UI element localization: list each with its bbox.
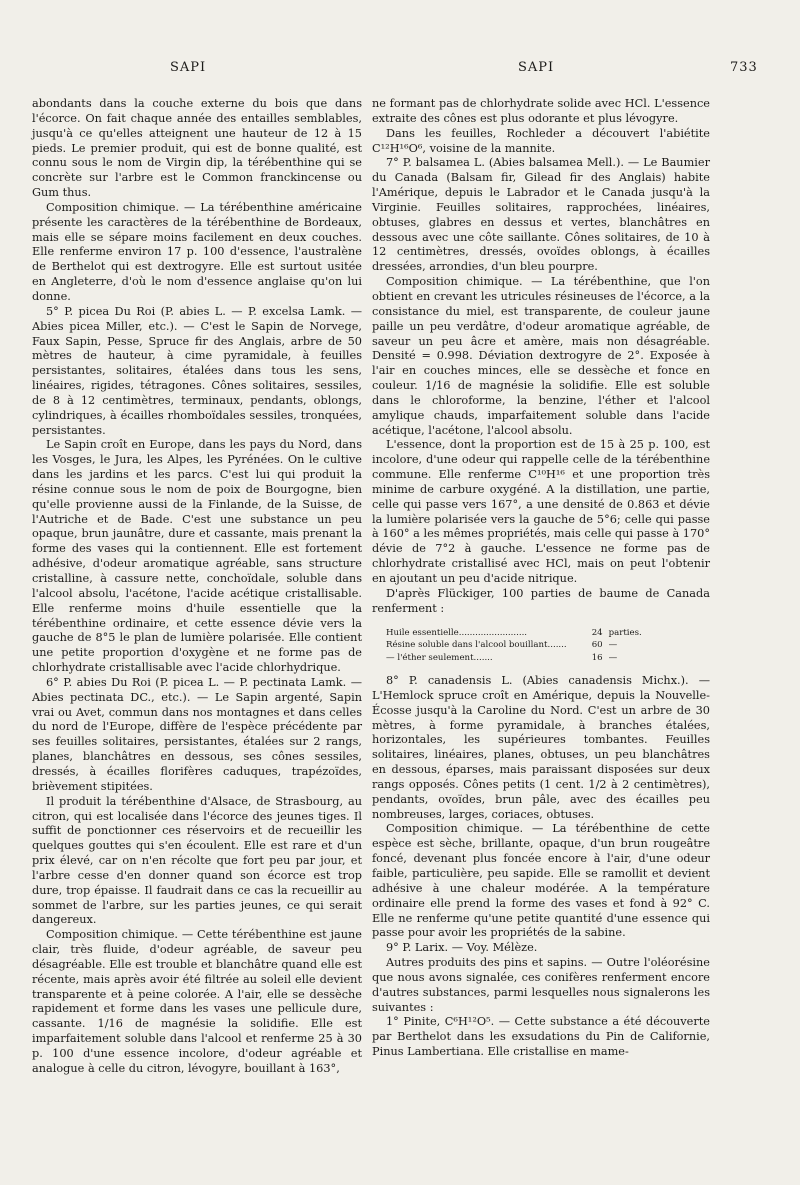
table-cell-label: — l'éther seulement....... <box>386 652 493 663</box>
paragraph: Composition chimique. — La térébenthine américaine présente les caractères de la térébenthine de Bordeaux, mais elle se sépare moins facilement en deux couches. Elle renferme environ 17 p. 100 d'essence, l'australène de Berthelot qui est dextrogyre. Elle est surtout usitée en Angleterre, d'où le nom d'essence anglaise qu'on lui donne. <box>32 200 362 303</box>
paragraph: Composition chimique. — La térébenthine, que l'on obtient en crevant les utricules résineuses de l'écorce, a la consistance du miel, est transparente, de couleur jaune paille un peu verdâtre, d'odeur aromatique agréable, de saveur un peu âcre et amère, mais non désagréable. Densité = 0.998. Déviation dextrogyre de 2°. Exposée à l'air en couches minces, elle se dessèche et fonce en couleur. 1/16 de magnésie la solidifie. Elle est soluble dans le chloroforme, la benzine, l'éther et l'alcool amylique chauds, imparfaitement soluble dans l'acide acétique, l'acétone, l'alcool absolu. <box>372 275 710 437</box>
header-left-title: SAPI <box>170 60 207 75</box>
table-row <box>386 639 642 652</box>
table-cell-unit: — <box>608 652 618 663</box>
paragraph: 9° P. Larix. — Voy. Mélèze. <box>386 941 538 955</box>
paragraph: Composition chimique. — La térébenthine de cette espèce est sèche, brillante, opaque, d'un brun rougeâtre foncé, devenant plus foncée encore à l'air, d'une odeur faible, particulière, peu sapide. Elle se ramollit et devient adhésive à une chaleur modérée. A la température ordinaire elle prend la forme des vases et fond à 92° C. Elle ne renferme qu'une petite quantité d'une essence qui passe pour avoir les propriétés de la sabine. <box>372 822 710 940</box>
paragraph: Il produit la térébenthine d'Alsace, de Strasbourg, au citron, qui est localisée dans l'écorce des jeunes tiges. Il suffit de ponctionner ces réservoirs et de recueillir les quelques gouttes qui s'en écoulent. Elle est rare et d'un prix élevé, car on n'en récolte que fort peu par jour, et l'arbre cesse d'en donner quand son écorce est trop dure, trop épaisse. Il faudrait dans ce cas la recueillir au sommet de l'arbre, sur les parties jeunes, ce qui serait dangereux. <box>32 794 362 927</box>
paragraph: Dans les feuilles, Rochleder a découvert l'abiétite C¹²H¹⁶O⁶, voisine de la mannite. <box>372 126 710 155</box>
paragraph: 8° P. canadensis L. (Abies canadensis Michx.). — L'Hemlock spruce croît en Amérique, depuis la Nouvelle-Écosse jusqu'à la Caroline du Nord. C'est un arbre de 30 mètres, à forme pyramidale, à branches étalées, horizontales, les supérieures tombantes. Feuilles solitaires, linéaires, planes, obtuses, un peu blanchâtres en dessous, éparses, mais paraissant disposées sur deux rangs opposés. Cônes petits (1 cent. 1/2 à 2 centimètres), pendants, ovoïdes, brun pâle, avec des écailles peu nombreuses, larges, coriaces, obtuses. <box>372 674 710 821</box>
table-cell-value: 24 <box>591 627 603 638</box>
page-number: 733 <box>730 60 758 75</box>
paragraph: Autres produits des pins et sapins. — Outre l'oléorésine que nous avons signalée, ces conifères renferment encore d'autres substances, parmi lesquelles nous signalerons les suivantes : <box>372 956 710 1014</box>
right-column <box>372 97 710 1060</box>
paragraph: Le Sapin croît en Europe, dans les pays du Nord, dans les Vosges, le Jura, les Alpes, les Pyrénées. On le cultive dans les jardins et les parcs. C'est lui qui produit la résine connue sous le nom de poix de Bourgogne, bien qu'elle provienne aussi de la Finlande, de la Suisse, de l'Autriche et de Bade. C'est une substance un peu opaque, brun jaunâtre, dure et cassante, mais prenant la forme des vases qui la contiennent. Elle est fortement adhésive, d'odeur aromatique agréable, sans structure cristalline, à cassure nette, conchoïdale, soluble dans l'alcool absolu, l'acétone, l'acide acétique cristallisable. Elle renferme moins d'huile essentielle que la térébenthine ordinaire, et cette essence dévie vers la gauche de 8°5 le plan de lumière polarisée. Elle contient une petite proportion d'oxygène et ne forme pas de chlorhydrate cristallisable avec l'acide chlorhydrique. <box>32 438 362 675</box>
paragraph: 5° P. picea Du Roi (P. abies L. — P. excelsa Lamk. —Abies picea Miller, etc.). — C'est le Sapin de Norvege, Faux Sapin, Pesse, Spruce fir des Anglais, arbre de 50 mètres de hauteur, à cime pyramidale, à feuilles persistantes, solitaires, étalées dans tous les sens, linéaires, rigides, tétragones. Cônes solitaires, sessiles, de 8 à 12 centimètres, terminaux, pendants, oblongs, cylindriques, à écailles rhomboïdales sessiles, tronquées, persistantes. <box>32 304 362 437</box>
table-row <box>386 652 642 665</box>
table-cell-value: 60 <box>591 640 603 651</box>
paragraph: D'après Flückiger, 100 parties de baume de Canada renferment : <box>372 586 710 615</box>
paragraph: ne formant pas de chlorhydrate solide avec HCl. L'essence extraite des cônes est plus odorante et plus lévogyre. <box>372 97 710 125</box>
table-cell-label: Huile essentielle......................... <box>386 627 528 638</box>
paragraph: L'essence, dont la proportion est de 15 à 25 p. 100, est incolore, d'une odeur qui rappelle celle de la térébenthine commune. Elle renferme C¹⁰H¹⁶ et une proportion très minime de carbure oxygéné. A la distillation, une partie, celle qui passe vers 167°, a une densité de 0.863 et dévie la lumière polarisée vers la gauche de 5°6; celle qui passe à 160° a les mêmes propriétés, mais celle qui passe à 170° dévie de 7°2 à gauche. L'essence ne forme pas de chlorhydrate cristallisé avec HCl, mais on peut l'obtenir en ajoutant un peu d'acide nitrique. <box>372 438 710 585</box>
table-cell-unit: — <box>608 640 618 651</box>
table-cell-unit: parties. <box>608 627 642 638</box>
paragraph: abondants dans la couche externe du bois que dans l'écorce. On fait chaque année des entailles semblables, jusqu'à ce qu'elles atteignent une hauteur de 12 à 15 pieds. Le premier produit, qui est de bonne qualité, est connu sous le nom de Virgin dip, la térébenthine qui se concrète sur l'arbre est le Common franckincense ou Gum thus. <box>32 97 362 200</box>
paragraph: 6° P. abies Du Roi (P. picea L. — P. pectinata Lamk. — Abies pectinata DC., etc.). — Le Sapin argenté, Sapin vrai ou Avet, commun dans nos montagnes et dans celles du nord de l'Europe, diffère de l'espèce précédente par ses feuilles solitaires, persistantes, étalées sur 2 rangs, planes, blanchâtres en dessous, ses cônes sessiles, dressés, à écailles florifères caduques, trapézoïdes, brièvement stipitées. <box>32 675 362 793</box>
header-right-title: SAPI <box>518 60 555 75</box>
composition-table <box>386 627 642 665</box>
paragraph: 1° Pinite, C⁶H¹²O⁵. — Cette substance a été découverte par Berthelot dans les exsudations du Pin de Californie, Pinus Lambertiana. Elle cristallise en mame- <box>372 1015 710 1059</box>
running-header <box>0 60 800 80</box>
paragraph: Composition chimique. — Cette térébenthine est jaune clair, très fluide, d'odeur agréable, de saveur peu désagréable. Elle est trouble et blanchâtre quand elle est récente, mais après avoir été filtrée au soleil elle devient transparente et à peine colorée. A l'air, elle se dessèche rapidement et forme dans les vases une pellicule dure, cassante. 1/16 de magnésie la solidifie. Elle est imparfaitement soluble dans l'alcool et renferme 25 à 30 p. 100 d'une essence incolore, d'odeur agréable et analogue à celle du citron, lévogyre, bouillant à 163°, <box>32 928 362 1075</box>
table-row <box>386 627 642 640</box>
table-cell-value: 16 <box>591 652 603 663</box>
left-column <box>32 97 362 1077</box>
paragraph: 7° P. balsamea L. (Abies balsamea Mell.). — Le Baumier du Canada (Balsam fir, Gilead fir des Anglais) habite l'Amérique, depuis le Labrador et le Canada jusqu'à la Virginie. Feuilles solitaires, rapprochées, linéaires, obtuses, glabres en dessus et vertes, blanchâtres en dessous avec une côte saillante. Cônes solitaires, de 10 à 12 centimètres, dressés, ovoïdes oblongs, à écailles dressées, arrondies, d'un bleu pourpre. <box>372 156 710 274</box>
table-cell-label: Résine soluble dans l'alcool bouillant....... <box>386 640 567 651</box>
